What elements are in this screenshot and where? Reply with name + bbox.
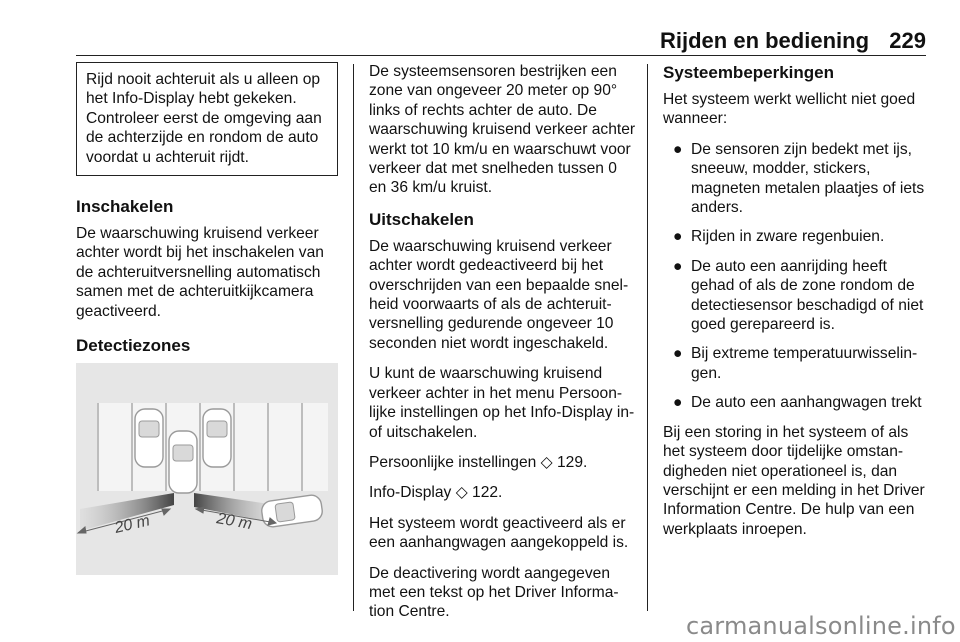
page-ref-icon: ◇ [455, 484, 468, 502]
list-item [663, 393, 929, 412]
paragraph-inschakelen: De waarschuwing kruisend verkeer achter wordt bij het inschakelen van de achteruitversnelling automatisch samen met de achteruitkijkcamera geactiveerd. [76, 225, 324, 320]
reference-label: Info-Display [369, 484, 452, 502]
list-item-text: Bij extreme temperatuurwisselingen. [691, 345, 918, 382]
bullet-icon: ● [673, 257, 683, 275]
list-item [663, 227, 929, 246]
paragraph-deactivation: De waarschuwing kruisend verkeer achter wordt gedeactiveerd bij het overschrijden van een bepaalde snelheid voorwaarts of als de achteruitversnelling gedurende ongeveer 10 seconden niet wordt ingeschakeld. [369, 237, 629, 352]
paragraph-dic-message: De deactivering wordt aangegeven met een tekst op het Driver Information Centre. [369, 564, 619, 621]
list-item-text: De auto een aanrijding heeft gehad of als de zone rondom de detectiesensor beschadigd of niet goed gerepareerd is. [691, 257, 924, 334]
bullet-icon: ● [673, 394, 683, 412]
bullet-icon: ● [673, 228, 683, 246]
header-divider [76, 55, 926, 56]
page-ref-icon: ◇ [540, 453, 553, 471]
heading-inschakelen: Inschakelen [76, 197, 174, 217]
paragraph-trailer: Het systeem wordt geactiveerd als er een aanhangwagen aangekoppeld is. [369, 514, 629, 552]
bullet-icon: ● [673, 140, 683, 158]
list-item [663, 140, 929, 218]
column-1 [76, 62, 338, 575]
paragraph-coverage: De systeemsensoren bestrijken een zone van ongeveer 20 meter op 90° links of rechts achter de auto. De waarschuwing kruisend verkeer achter werkt tot 10 km/u en waarschuwt voor verkeer dat met snelheden tussen 0 en 36 km/u kruist. [369, 63, 636, 197]
watermark: carmanualsonline.info [686, 612, 956, 640]
column-2 [369, 62, 637, 633]
page-number: 229 [889, 28, 926, 53]
zone-label-right: 20 m [215, 510, 254, 534]
paragraph-fault: Bij een storing in het systeem of als het systeem door tijdelijke omstandigheden niet operationeel is, dan verschijnt er een melding in het Driver Information Centre. De hulp van een werkplaats inroepen. [663, 423, 925, 538]
list-item-text: Rijden in zware regenbuien. [691, 228, 885, 246]
paragraph-menu: U kunt de waarschuwing kruisend verkeer achter in het menu Persoonlijke instellingen op het Info-Display in- of uitschakelen. [369, 365, 635, 441]
column-3 [663, 62, 929, 550]
column-divider-1 [353, 64, 354, 611]
warning-text: Rijd nooit achteruit als u alleen op het Info-Display hebt gekeken. Controleer eerst de omgeving aan de achterzijde en rondom de auto voordat u achteruit rijdt. [86, 71, 322, 166]
detection-zones-illustration [76, 363, 338, 575]
heading-systeembeperkingen: Systeembeperkingen [663, 63, 835, 82]
reference-page: 122. [472, 484, 503, 502]
heading-uitschakelen: Uitschakelen [369, 209, 474, 229]
reference-label: Persoonlijke instellingen [369, 453, 537, 471]
warning-box [76, 62, 338, 176]
paragraph-limits-intro: Het systeem werkt wellicht niet goed wanneer: [663, 91, 916, 128]
reference-personal-settings [369, 453, 637, 472]
detection-zones-drawing [76, 363, 338, 575]
list-item-text: De sensoren zijn bedekt met ijs, sneeuw, modder, stickers, magneten metalen plaatjes of iets anders. [691, 140, 925, 217]
list-item-text: De auto een aanhangwagen trekt [691, 394, 922, 412]
reference-page: 129. [557, 453, 588, 471]
zone-label-left: 20 m [113, 512, 152, 537]
limitations-list [663, 140, 929, 413]
list-item [663, 344, 929, 383]
reference-info-display [369, 483, 637, 502]
page-section-title: Rijden en bediening [660, 28, 870, 53]
bullet-icon: ● [673, 345, 683, 363]
column-divider-2 [647, 64, 648, 611]
heading-detectiezones: Detectiezones [76, 336, 191, 356]
list-item [663, 257, 929, 335]
